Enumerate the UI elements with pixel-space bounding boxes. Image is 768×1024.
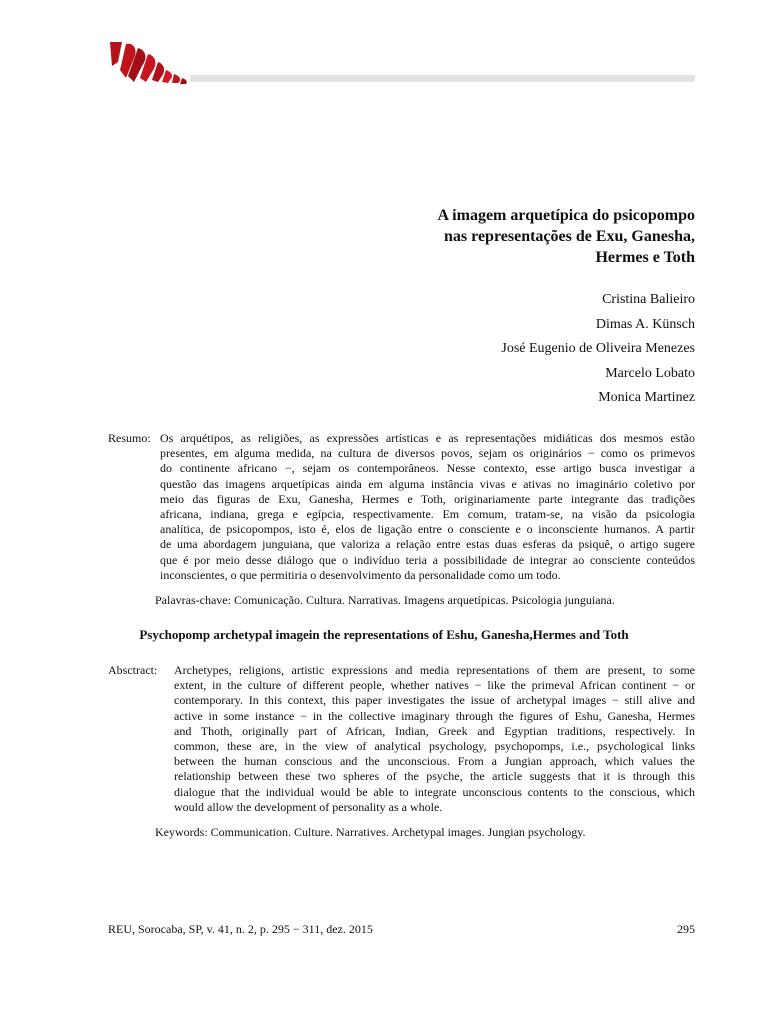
author-name: Marcelo Lobato [605, 365, 695, 381]
abstract-line: common, these are, in the view of analytical psychology, psychopomps, i.e., psychological links [174, 739, 695, 754]
abstract-line: would allow the development of personality as a whole. [174, 799, 443, 814]
resumo-line: meio das figuras de Exu, Ganesha, Hermes e Toth, originariamente parte integrante das tradições [160, 491, 695, 506]
resumo-line: Os arquétipos, as religiões, as expressões artísticas e as representações midiáticas dos mesmos estão [160, 431, 695, 445]
title-line: Hermes e Toth [595, 249, 695, 266]
abstract-line: dialogue that the individual would be able to integrate unconscious contents to the conscious, which [174, 784, 695, 799]
author-name: José Eugenio de Oliveira Menezes [501, 341, 695, 356]
palavras-chave: Palavras-chave: Comunicação. Cultura. Narrativas. Imagens arquetípicas. Psicologia junguiana. [155, 593, 615, 607]
author-name: Dimas A. Künsch [595, 316, 695, 332]
abstract-line: contemporary. In this context, this paper investigates the issue of archetypal images − still alive and [174, 693, 695, 708]
abstract-line: active in some instance − in the collective imaginary through the figures of Eshu, Ganesha, Hermes [174, 708, 695, 723]
resumo-line: inconscientes, o que permitiria o desenvolvimento da personalidade como um todo. [160, 567, 561, 582]
keywords: Keywords: Communication. Culture. Narratives. Archetypal images. Jungian psychology. [155, 825, 586, 839]
abstract-line: Archetypes, religions, artistic expressions and media representations of them are present, to some [174, 663, 695, 677]
citation: REU, Sorocaba, SP, v. 41, n. 2, p. 295 − 311, dez. 2015 [108, 922, 373, 936]
journal-logo-icon [108, 40, 194, 84]
page-number: 295 [677, 922, 695, 936]
resumo-line: analítica, de psicopompos, isto é, elos de ligação entre o consciente e o inconsciente humanos. A partir [160, 522, 695, 537]
author-name: Monica Martinez [598, 390, 695, 405]
abstract-section [108, 663, 695, 815]
abstract-line: relationship between these two spheres of the psyche, the article suggests that it is through this [174, 769, 695, 784]
resumo-line: africana, indiana, grega e egípcia, respectivamente. Em comum, tratam-se, na visão da psicologia [160, 507, 695, 522]
resumo-line: presentes, em alguma medida, na cultura de diversos povos, sejam os originários − como os primevos [160, 446, 695, 461]
title-line: nas representações de Exu, Ganesha, [444, 228, 695, 245]
abstract-line: between the human conscious and the unconscious. From a Jungian approach, which values the [174, 754, 695, 769]
author-name: Cristina Balieiro [602, 292, 695, 307]
author-list [275, 292, 695, 415]
abstract-line: and Thoth, originally part of African, Indian, Greek and Egyptian traditions, respectively. In [174, 723, 695, 738]
resumo-line: questão das imagens arquetípicas ainda em alguma instância vivas e ativas no imaginário coletivo por [160, 476, 695, 491]
resumo-line: do continente africano −, sejam os contemporâneos. Nesse contexto, esse artigo busca investigar a [160, 461, 695, 476]
abstract-label: Absctract: [108, 663, 158, 677]
page-footer [108, 922, 695, 937]
article-title [275, 205, 695, 268]
header-rule [190, 75, 695, 82]
resumo-section [108, 431, 695, 583]
resumo-line: de uma abordagem junguiana, que valoriza a relação entre estas duas esferas da psiquê, o artigo sugere [160, 537, 695, 552]
resumo-line: que é por meio desse diálogo que o indivíduo teria a possibilidade de integrar ao consciente conteúdos [160, 552, 695, 567]
abstract-line: extent, in the culture of different people, whether natives − like the primeval African continent − or [174, 678, 695, 693]
english-title: Psychopomp archetypal imagein the representations of Eshu, Ganesha,Hermes and Toth [139, 627, 629, 642]
resumo-label: Resumo: [108, 431, 151, 445]
resumo-body [160, 431, 695, 583]
title-line: A imagem arquetípica do psicopompo [437, 207, 695, 224]
abstract-body [174, 663, 695, 815]
